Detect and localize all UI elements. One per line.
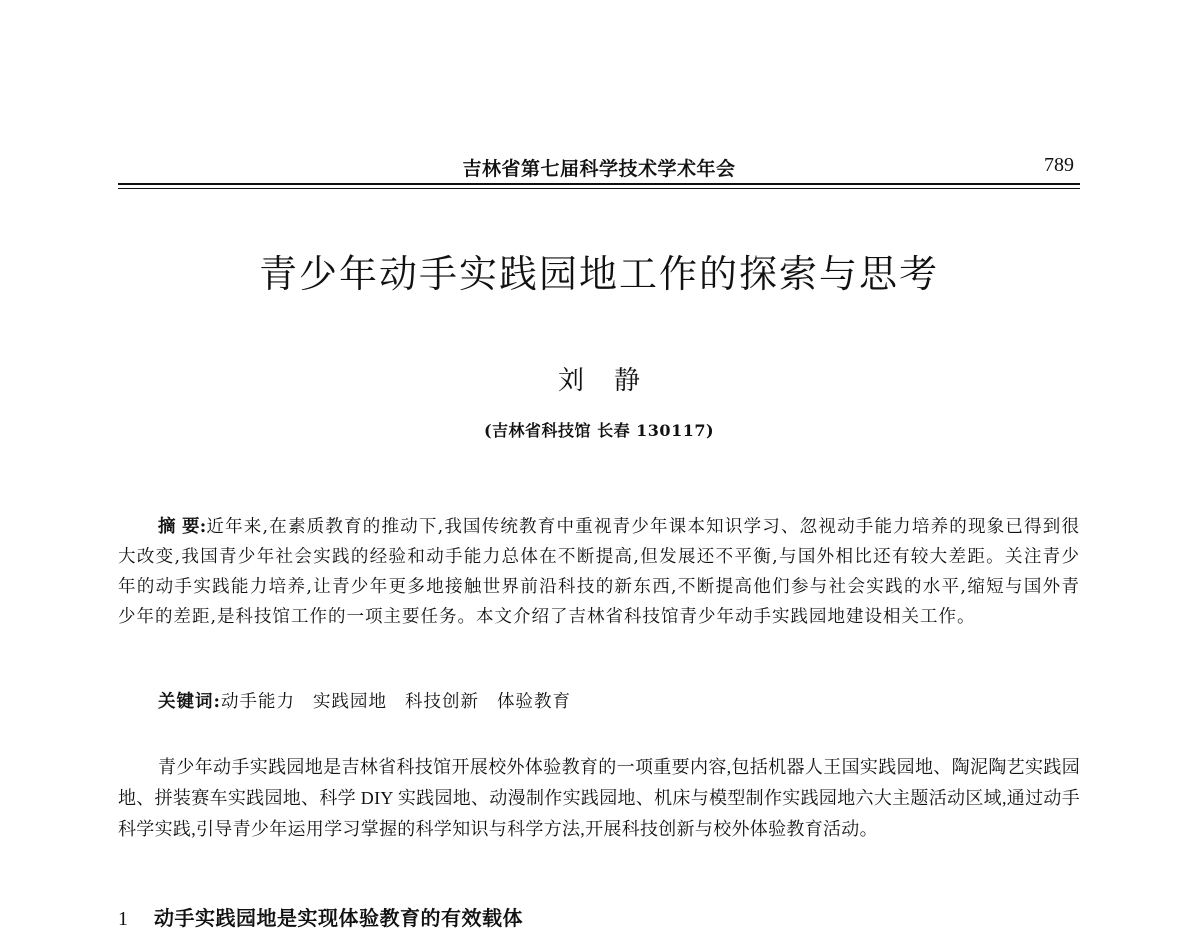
- running-header: [118, 150, 1080, 184]
- paper-title: 青少年动手实践园地工作的探索与思考: [258, 252, 939, 296]
- header-title: 吉林省第七届科学技术学术年会: [462, 158, 736, 180]
- abstract: [118, 512, 1080, 632]
- author-name: 刘静: [557, 366, 670, 396]
- keywords: [158, 687, 589, 717]
- keywords-label: 关键词:: [158, 692, 221, 712]
- section-title: 动手实践园地是实现体验教育的有效载体: [154, 906, 523, 930]
- keyword: 动手能力: [220, 692, 295, 712]
- body-paragraph: 青少年动手实践园地是吉林省科技馆开展校外体验教育的一项重要内容,包括机器人王国实践园地、陶泥陶艺实践园地、拼装赛车实践园地、科学 DIY 实践园地、动漫制作实践园地、机床与模型制作实践园地六大主题活动区域,通过动手科学实践,引导青少年运用学习掌握的科学知识与科学方法,开展科技创新与校外体验教育活动。: [118, 757, 1080, 839]
- author-affiliation: (吉林省科技馆 长春 130117): [483, 421, 715, 440]
- abstract-label: 摘 要:: [158, 517, 207, 537]
- section-number: 1: [118, 908, 129, 930]
- header-rule-thin: [118, 188, 1080, 189]
- abstract-text: 近年来,在素质教育的推动下,我国传统教育中重视青少年课本知识学习、忽视动手能力培养的现象已得到很大改变,我国青少年社会实践的经验和动手能力总体在不断提高,但发展还不平衡,与国外相比还有较大差距。关注青少年的动手实践能力培养,让青少年更多地接触世界前沿科技的新东西,不断提高他们参与社会实践的水平,缩短与国外青少年的差距,是科技馆工作的一项主要任务。本文介绍了吉林省科技馆青少年动手实践园地建设相关工作。: [118, 517, 1080, 627]
- section-heading: [118, 902, 523, 931]
- header-rule-thick: [118, 183, 1080, 185]
- keyword: 实践园地: [312, 692, 387, 712]
- page-number: 789: [1044, 154, 1074, 176]
- keyword: 体验教育: [496, 692, 571, 712]
- keyword: 科技创新: [404, 692, 479, 712]
